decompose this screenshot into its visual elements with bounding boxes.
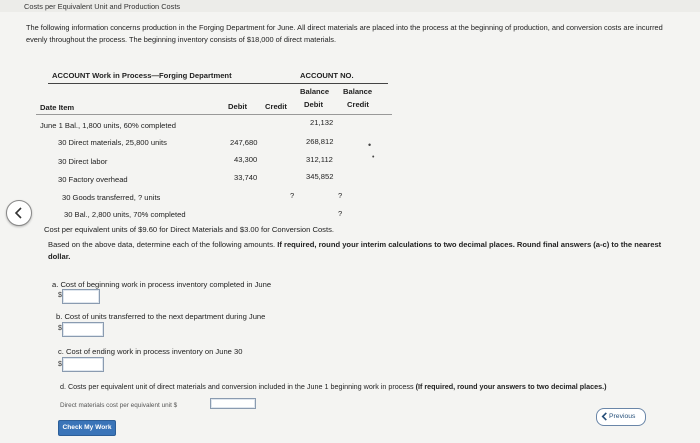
ledger-row-debit: 43,300 bbox=[234, 155, 258, 164]
col-header-credit: Credit bbox=[265, 102, 287, 111]
ledger-title: ACCOUNT Work in Process—Forging Department bbox=[52, 71, 232, 80]
cost-note: Cost per equivalent units of $9.60 for Direct Materials and $3.00 for Conversion Costs. bbox=[44, 225, 334, 234]
ledger-title-rule bbox=[48, 83, 388, 84]
account-no-label: ACCOUNT NO. bbox=[300, 71, 354, 80]
currency-symbol-a: $ bbox=[58, 292, 62, 299]
answer-a-input[interactable] bbox=[62, 289, 100, 304]
question-c: c. Cost of ending work in process inventory on June 30 bbox=[58, 347, 243, 356]
page-title: Costs per Equivalent Unit and Production Costs bbox=[24, 2, 181, 11]
col-header-bal-debit: Debit bbox=[304, 100, 323, 109]
instructions-bold: If required, round your interim calculations to two decimal places. Round final answers (a-c) to the nearest dollar. bbox=[48, 240, 662, 261]
ledger-row-item: 30 Goods transferred, ? units bbox=[62, 193, 161, 202]
answer-d-materials-input[interactable] bbox=[210, 398, 256, 409]
check-my-work-button[interactable]: Check My Work bbox=[58, 420, 116, 436]
ledger-row-item: 30 Direct labor bbox=[58, 157, 108, 166]
question-a: a. Cost of beginning work in process inventory completed in June bbox=[52, 280, 272, 289]
previous-button[interactable] bbox=[596, 408, 646, 426]
ledger-row-item: 30 Direct materials, 25,800 units bbox=[58, 138, 167, 147]
question-d-bold: (If required, round your answers to two decimal places.) bbox=[415, 382, 607, 391]
ledger-row-bal-debit: 312,112 bbox=[306, 155, 333, 164]
ledger-row-bal-debit: 268,812 bbox=[306, 137, 334, 146]
col-header-bal-credit: Credit bbox=[347, 100, 369, 109]
answer-b-input[interactable] bbox=[62, 322, 104, 337]
chevron-left-icon bbox=[600, 412, 609, 421]
previous-label: Previous bbox=[609, 413, 636, 420]
chevron-left-icon bbox=[13, 207, 25, 219]
ledger-row-item: 30 Bal., 2,800 units, 70% completed bbox=[64, 210, 186, 219]
question-b: b. Cost of units transferred to the next department during June bbox=[56, 312, 266, 321]
ledger-row-item: 30 Factory overhead bbox=[58, 175, 128, 184]
ledger-row-debit: 33,740 bbox=[234, 173, 258, 182]
question-d-sub-label: Direct materials cost per equivalent unit $ bbox=[60, 402, 178, 409]
ledger-row-debit: 247,680 bbox=[230, 138, 258, 147]
ledger-row-bal-debit: 21,132 bbox=[310, 118, 334, 127]
intro-text: The following information concerns production in the Forging Department for June. All direct materials are placed into the process at the beginning of production, and conversion costs are incurred evenly throughout the process. The beginning inventory consists of $18,000 of direct materials. bbox=[26, 23, 663, 44]
currency-symbol-b: $ bbox=[58, 325, 62, 332]
ledger-row-item: June 1 Bal., 1,800 units, 60% completed bbox=[40, 121, 176, 130]
question-d bbox=[60, 381, 670, 392]
decorative-dot: • bbox=[368, 140, 372, 150]
col-header-debit: Debit bbox=[228, 102, 247, 111]
ledger-row-bal-debit: ? bbox=[338, 209, 343, 218]
decorative-dot: • bbox=[372, 154, 375, 161]
answer-c-input[interactable] bbox=[62, 357, 104, 372]
ledger-row-bal-debit: ? bbox=[338, 191, 343, 200]
question-d-normal: d. Costs per equivalent unit of direct materials and conversion included in the June 1 beginning work in process bbox=[60, 382, 416, 391]
ledger-row-credit: ? bbox=[290, 191, 295, 200]
ledger-row-bal-debit: 345,852 bbox=[306, 172, 334, 181]
col-header-balance-1: Balance bbox=[300, 87, 330, 96]
instructions-normal: Based on the above data, determine each of the following amounts. bbox=[48, 240, 278, 249]
back-arrow-button[interactable] bbox=[6, 200, 32, 226]
currency-symbol-c: $ bbox=[58, 361, 62, 368]
ledger-header-rule bbox=[36, 114, 392, 115]
col-header-balance-2: Balance bbox=[343, 87, 373, 96]
col-header-date-item: Date Item bbox=[40, 103, 75, 112]
instructions bbox=[48, 239, 678, 263]
